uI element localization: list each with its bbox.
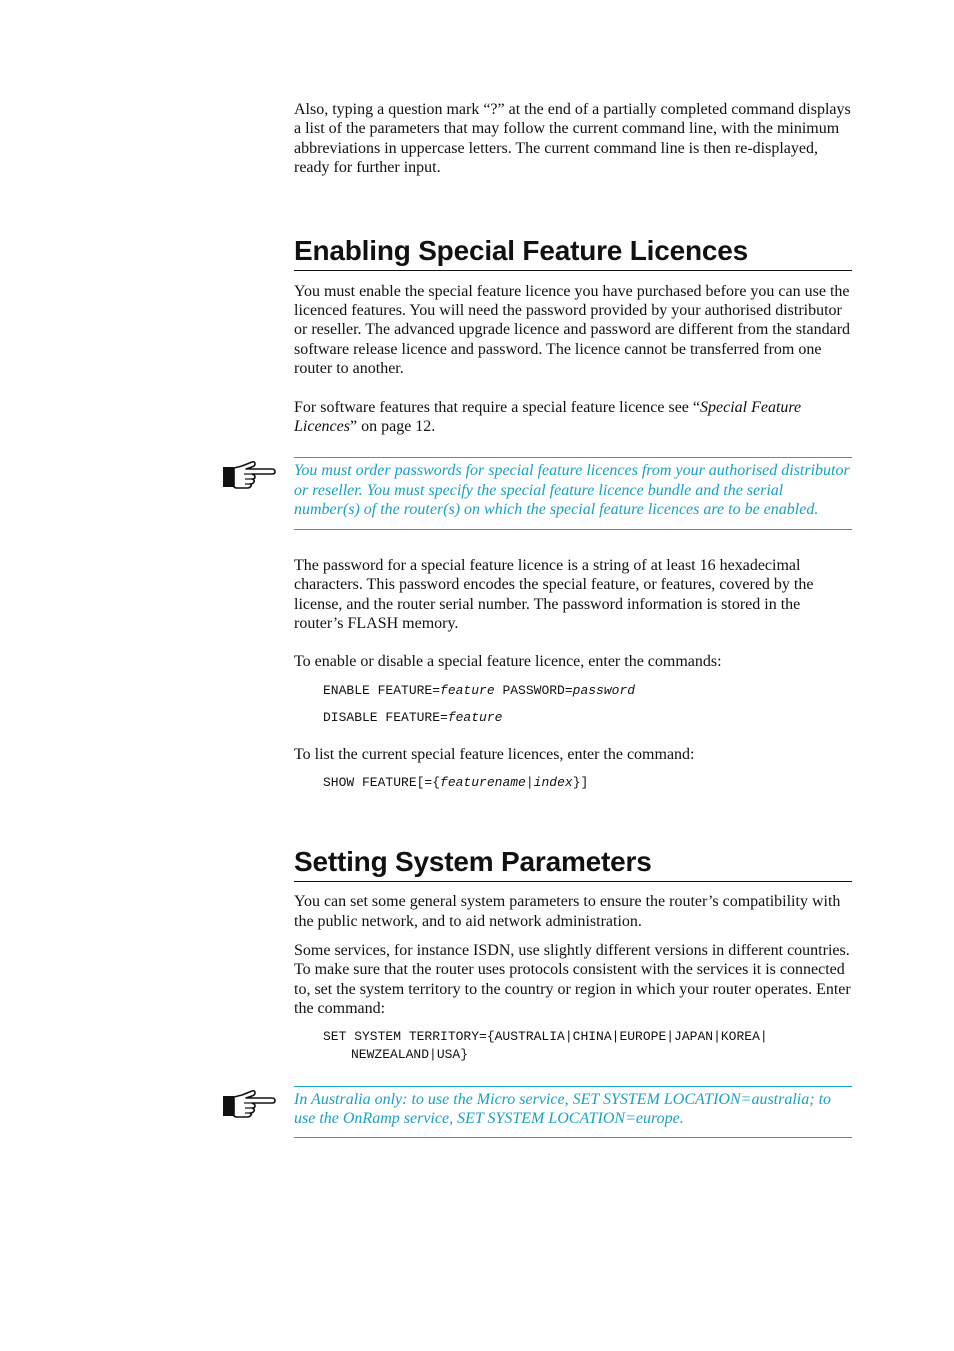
command-disable-feature: DISABLE FEATURE=feature: [323, 709, 503, 725]
note-licences: [294, 457, 852, 529]
licences-paragraph-4: To enable or disable a special feature licence, enter the commands:: [294, 653, 722, 671]
cross-reference-link[interactable]: Special Feature Licences: [294, 398, 802, 436]
note-licences-text: You must order passwords for special feature licences from your authorised distributor or reseller. You must specify the special feature licence bundle and the serial number(s) of the router(s) on which the special feature licences are to be enabled.: [294, 462, 850, 519]
section-heading-licences: Enabling Special Feature Licences: [294, 235, 852, 271]
note-system-location-text: In Australia only: to use the Micro service, SET SYSTEM LOCATION=australia; to use the OnRamp service, SET SYSTEM LOCATION=europe.: [294, 1090, 832, 1127]
licences-paragraph-2: For software features that require a special feature licence see “Special Feature Licences” on page 12.: [294, 398, 802, 436]
system-paragraph-2: Some services, for instance ISDN, use slightly different versions in different countries. To make sure that the router uses protocols consistent with the services it is connected to, set the system territory to the country or region in which your router operates. Enter the command:: [294, 941, 851, 1018]
licences-paragraph-5: To list the current special feature licences, enter the command:: [294, 745, 695, 763]
note-block-2: [294, 1086, 852, 1139]
note-block-1: [294, 457, 852, 529]
section-heading-system-parameters: Setting System Parameters: [294, 846, 852, 882]
note-system-location: [294, 1086, 852, 1139]
intro-paragraph: Also, typing a question mark “?” at the end of a partially completed command displays a list of the parameters that may follow the current command line, with the minimum abbreviations in uppercase letters. The current command line is then re-displayed, ready for further input.: [294, 101, 851, 177]
pointing-hand-icon: [222, 459, 276, 489]
page-content: [294, 100, 852, 1138]
licences-paragraph-1: You must enable the special feature licence you have purchased before you can use the licenced features. You will need the password provided by your authorised distributor or reseller. The advanced upgrade licence and password are different from the standard software release licence and password. The licence cannot be transferred from one router to another.: [294, 282, 851, 378]
licences-paragraph-3: The password for a special feature licence is a string of at least 16 hexadecimal characters. This password encodes the special feature, or features, covered by the license, and the router serial number. The password information is stored in the router’s FLASH memory.: [294, 556, 814, 632]
command-show-feature: SHOW FEATURE[={featurename|index}]: [323, 775, 589, 791]
pointing-hand-icon: [222, 1088, 276, 1118]
system-paragraph-1: You can set some general system parameters to ensure the router’s compatibility with the public network, and to aid network administration.: [294, 893, 841, 930]
command-set-system-territory: SET SYSTEM TERRITORY={AUSTRALIA|CHINA|EUROPE|JAPAN|KOREA| NEWZEALAND|USA}: [323, 1028, 768, 1062]
command-enable-feature: ENABLE FEATURE=feature PASSWORD=password: [323, 682, 636, 698]
